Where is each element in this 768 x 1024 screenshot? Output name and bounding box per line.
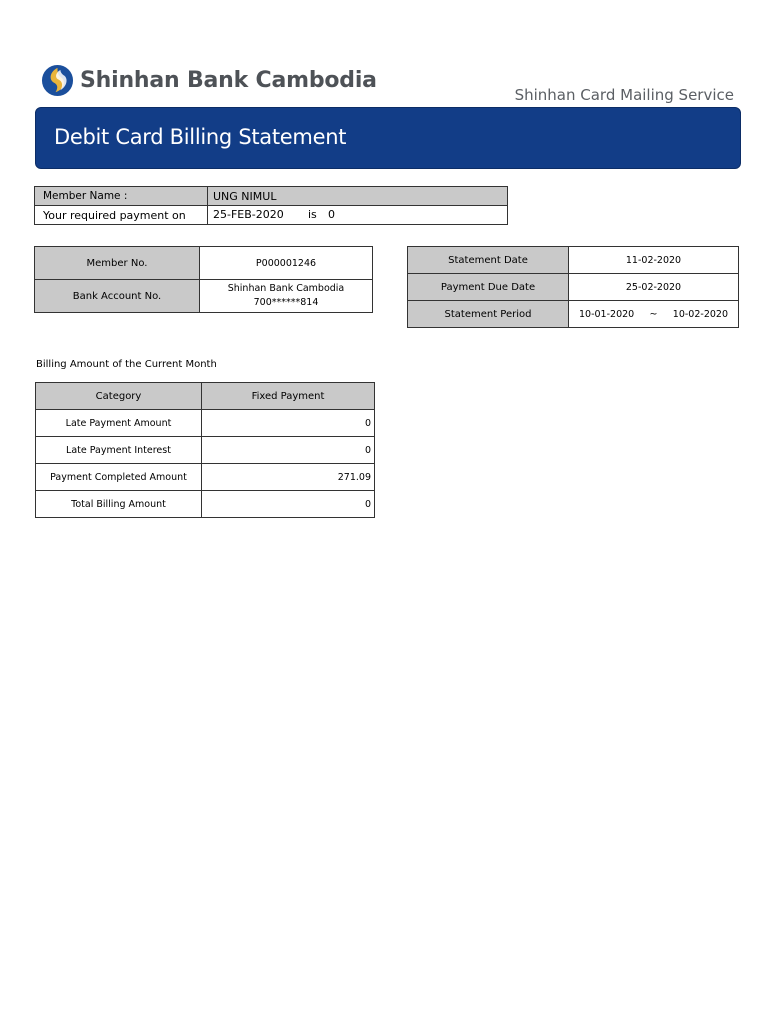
page-title: Debit Card Billing Statement xyxy=(54,125,347,149)
category-header: Category xyxy=(36,383,202,410)
required-payment-date: 25-FEB-2020 xyxy=(213,208,284,221)
bank-account-number: 700******814 xyxy=(253,297,319,308)
bank-logo xyxy=(41,64,377,97)
fixed-payment-header: Fixed Payment xyxy=(202,383,375,410)
due-date-row xyxy=(408,274,739,301)
member-summary-table xyxy=(34,186,508,225)
bank-account-label: Bank Account No. xyxy=(35,280,200,313)
statement-date-value: 11-02-2020 xyxy=(569,247,739,274)
statement-date-label: Statement Date xyxy=(408,247,569,274)
is-label: is xyxy=(308,208,317,221)
required-payment-label: Your required payment on xyxy=(35,206,208,225)
shinhan-logo-icon xyxy=(41,64,74,97)
billing-value: 0 xyxy=(202,491,375,518)
bank-name: Shinhan Bank Cambodia xyxy=(227,283,345,294)
required-payment-cell xyxy=(208,206,508,225)
bank-account-value xyxy=(200,280,373,313)
member-no-row xyxy=(35,247,373,280)
statement-period-label: Statement Period xyxy=(408,301,569,328)
due-date-label: Payment Due Date xyxy=(408,274,569,301)
statement-date-row xyxy=(408,247,739,274)
table-row xyxy=(36,410,375,437)
statement-period-row xyxy=(408,301,739,328)
member-no-label: Member No. xyxy=(35,247,200,280)
member-name-label: Member Name : xyxy=(35,187,208,206)
table-row xyxy=(36,464,375,491)
period-end: 10-02-2020 xyxy=(672,308,728,320)
member-name-row xyxy=(35,187,508,206)
mailing-service-label: Shinhan Card Mailing Service xyxy=(514,86,734,104)
account-info-table xyxy=(34,246,373,313)
billing-value: 0 xyxy=(202,437,375,464)
member-name-value: UNG NIMUL xyxy=(208,187,508,206)
table-row xyxy=(36,491,375,518)
title-banner xyxy=(35,107,741,169)
member-no-value: P000001246 xyxy=(200,247,373,280)
billing-category: Late Payment Amount xyxy=(36,410,202,437)
billing-value: 271.09 xyxy=(202,464,375,491)
billing-table xyxy=(35,382,375,518)
statement-period-value xyxy=(569,301,739,328)
period-start: 10-01-2020 xyxy=(579,308,635,320)
statement-info-table xyxy=(407,246,739,328)
required-payment-amount: 0 xyxy=(328,208,335,221)
billing-section-title: Billing Amount of the Current Month xyxy=(36,359,217,370)
billing-header-row xyxy=(36,383,375,410)
billing-category: Total Billing Amount xyxy=(36,491,202,518)
period-separator: ~ xyxy=(649,308,658,320)
required-payment-row xyxy=(35,206,508,225)
table-row xyxy=(36,437,375,464)
due-date-value: 25-02-2020 xyxy=(569,274,739,301)
bank-account-row xyxy=(35,280,373,313)
billing-value: 0 xyxy=(202,410,375,437)
brand-name: Shinhan Bank Cambodia xyxy=(80,68,377,93)
billing-category: Late Payment Interest xyxy=(36,437,202,464)
billing-category: Payment Completed Amount xyxy=(36,464,202,491)
